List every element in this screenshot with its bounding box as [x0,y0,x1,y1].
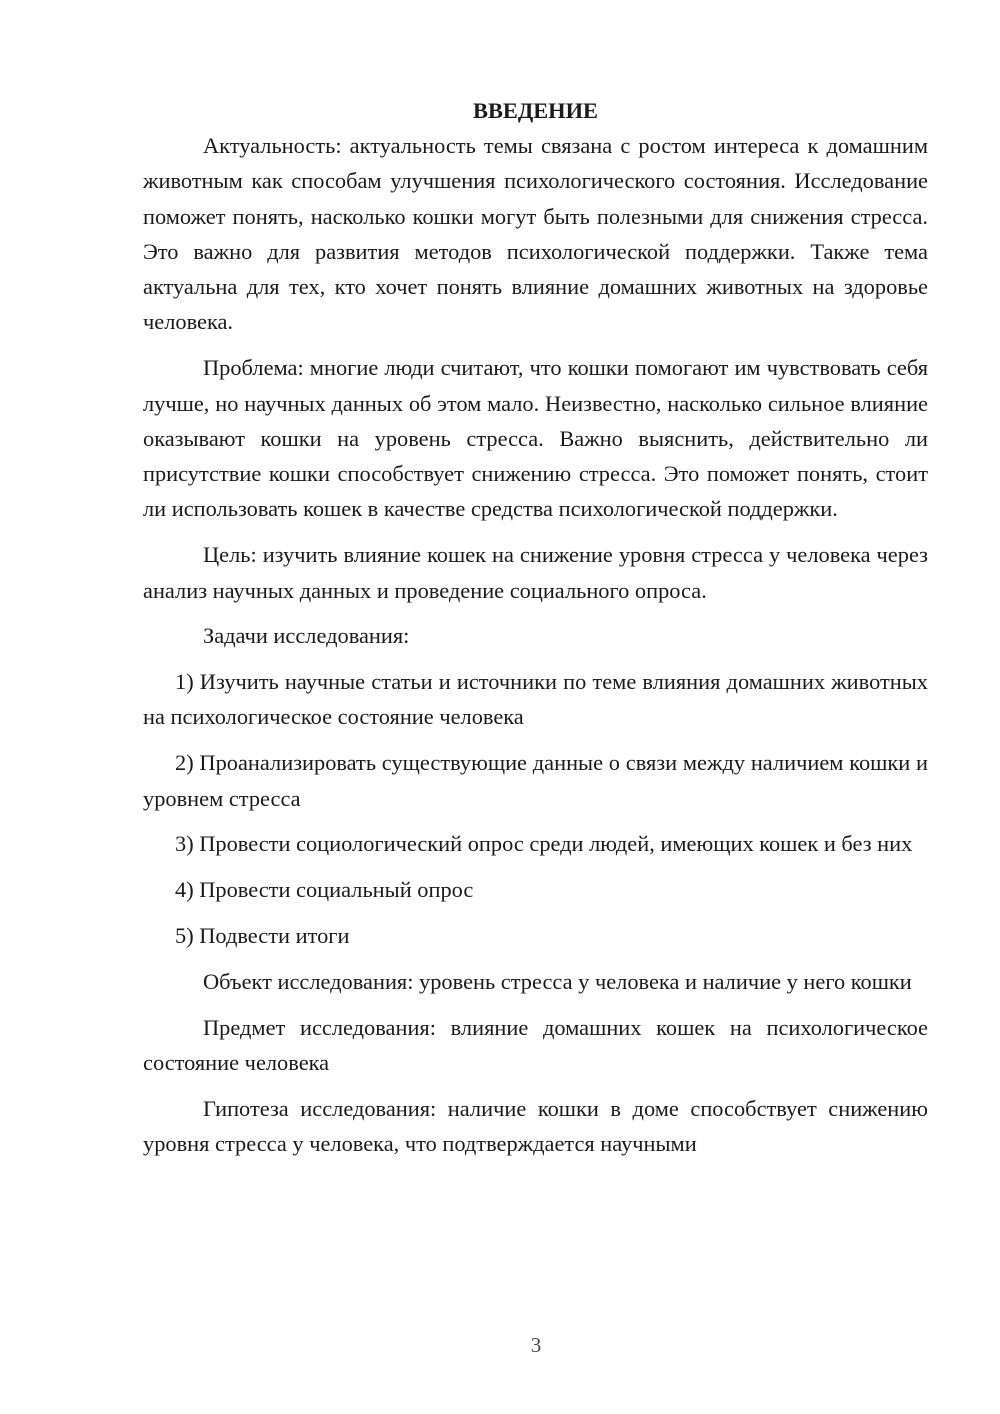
section-heading: ВВЕДЕНИЕ [473,98,598,123]
paragraph-goal: Цель: изучить влияние кошек на снижение уровня стресса у человека через анализ научных данных и проведение социального опроса. [143,542,928,603]
paragraph-object: Объект исследования: уровень стресса у человека и наличие у него кошки [203,968,912,994]
paragraph-hypothesis: Гипотеза исследования: наличие кошки в доме способствует снижению уровня стресса у человека, что подтверждается научными [143,1095,928,1156]
task-item-1: 1) Изучить научные статьи и источники по теме влияния домашних животных на психологическое состояние человека [143,669,928,730]
task-item-2: 2) Проанализировать существующие данные о связи между наличием кошки и уровнем стресса [143,750,928,811]
task-item-4: 4) Провести социальный опрос [175,877,474,903]
task-item-3: 3) Провести социологический опрос среди людей, имеющих кошек и без них [175,831,913,857]
page-number: 3 [530,1333,542,1357]
paragraph-problem: Проблема: многие люди считают, что кошки помогают им чувствовать себя лучше, но научных данных об этом мало. Неизвестно, насколько сильное влияние оказывают кошки на уровень стресса. Важно выяснить, действительно ли присутствие кошки способствует снижению стресса. Это поможет понять, стоит ли использовать кошек в качестве средства психологической поддержки. [143,355,928,522]
paragraph-subject: Предмет исследования: влияние домашних кошек на психологическое состояние человека [143,1014,928,1075]
page-content [143,93,928,1172]
paragraph-relevance: Актуальность: актуальность темы связана с ростом интереса к домашним животным как способам улучшения психологического состояния. Исследование поможет понять, насколько кошки могут быть полезными для снижения стресса. Это важно для развития методов психологической поддержки. Также тема актуальна для тех, кто хочет понять влияние домашних животных на здоровье человека. [143,133,928,335]
task-item-5: 5) Подвести итоги [175,922,350,948]
paragraph-tasks-title: Задачи исследования: [203,623,410,649]
